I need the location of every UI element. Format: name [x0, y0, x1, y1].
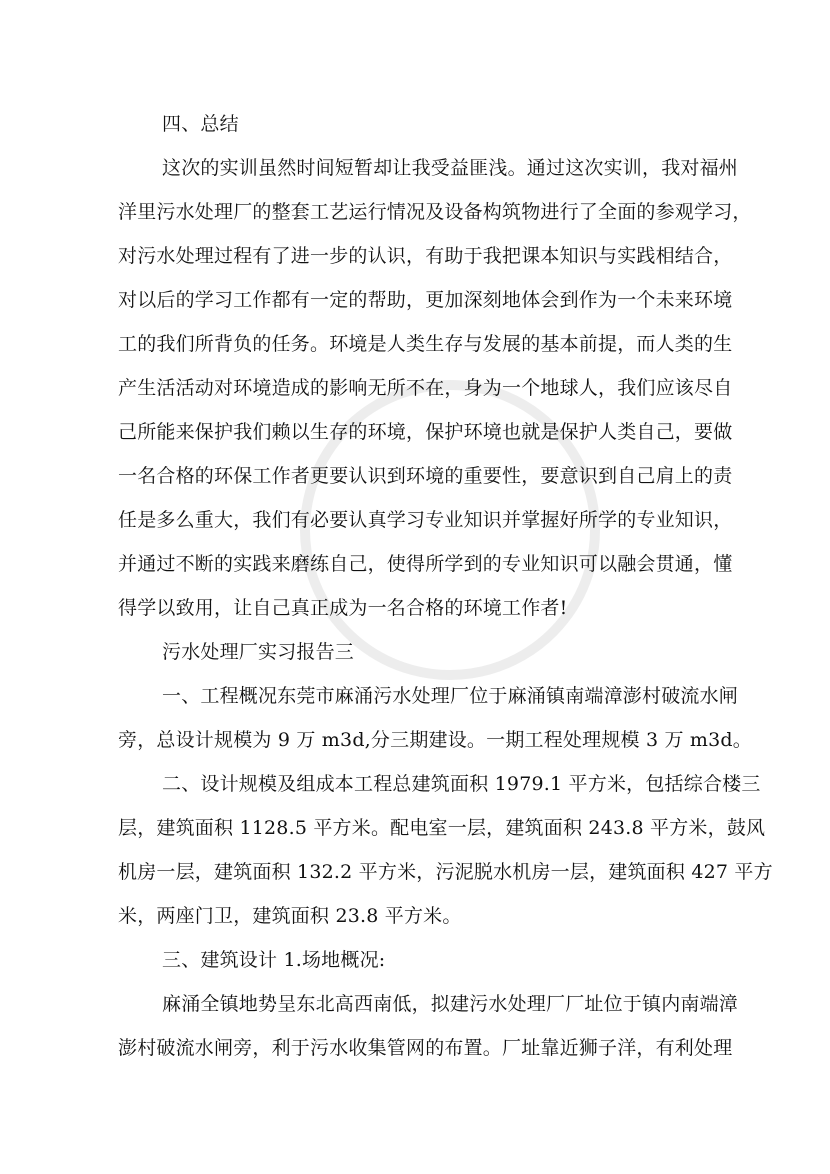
paragraph-line: 二、设计规模及组成本工程总建筑面积 1979.1 平方米，包括综合楼三 [162, 773, 761, 795]
paragraph-line: 产生活活动对环境造成的影响无所不在，身为一个地球人，我们应该尽自 [118, 377, 733, 399]
section-heading-summary: 四、总结 [162, 113, 239, 135]
paragraph-line: 工的我们所背负的任务。环境是人类生存与发展的基本前提，而人类的生 [118, 333, 733, 355]
paragraph-line: 对以后的学习工作都有一定的帮助，更加深刻地体会到作为一个未来环境 [118, 289, 733, 311]
paragraph-line: 一、工程概况东莞市麻涌污水处理厂位于麻涌镇南端漳澎村破流水闸 [162, 685, 739, 707]
paragraph-line: 洋里污水处理厂的整套工艺运行情况及设备构筑物进行了全面的参观学习， [118, 201, 752, 223]
paragraph-line: 米，两座门卫，建筑面积 23.8 平方米。 [118, 905, 462, 927]
paragraph-line: 得学以致用，让自己真正成为一名合格的环境工作者! [118, 597, 568, 619]
paragraph-line: 机房一层，建筑面积 132.2 平方米，污泥脱水机房一层，建筑面积 427 平方 [118, 861, 773, 883]
paragraph-line: 层，建筑面积 1128.5 平方米。配电室一层，建筑面积 243.8 平方米，鼓风 [118, 817, 766, 839]
paragraph-line: 旁，总设计规模为 9 万 m3d,分三期建设。一期工程处理规模 3 万 m3d。 [118, 729, 752, 751]
paragraph-line: 己所能来保护我们赖以生存的环境，保护环境也就是保护人类自己，要做 [118, 421, 733, 443]
paragraph-line: 对污水处理过程有了进一步的认识，有助于我把课本知识与实践相结合， [118, 245, 733, 267]
paragraph-line: 这次的实训虽然时间短暂却让我受益匪浅。通过这次实训，我对福州 [162, 157, 739, 179]
paragraph-line: 一名合格的环保工作者更要认识到环境的重要性，要意识到自己肩上的责 [118, 465, 733, 487]
report-title: 污水处理厂实习报告三 [162, 641, 355, 663]
paragraph-line: 澎村破流水闸旁，利于污水收集管网的布置。厂址靠近狮子洋，有利处理 [118, 1037, 733, 1059]
paragraph-line: 并通过不断的实践来磨练自己，使得所学到的专业知识可以融会贯通，懂 [118, 553, 733, 575]
paragraph-line: 麻涌全镇地势呈东北高西南低，拟建污水处理厂厂址位于镇内南端漳 [162, 993, 739, 1015]
paragraph-line: 任是多么重大，我们有必要认真学习专业知识并掌握好所学的专业知识， [118, 509, 733, 531]
section-heading-architecture: 三、建筑设计 1.场地概况: [162, 949, 386, 971]
